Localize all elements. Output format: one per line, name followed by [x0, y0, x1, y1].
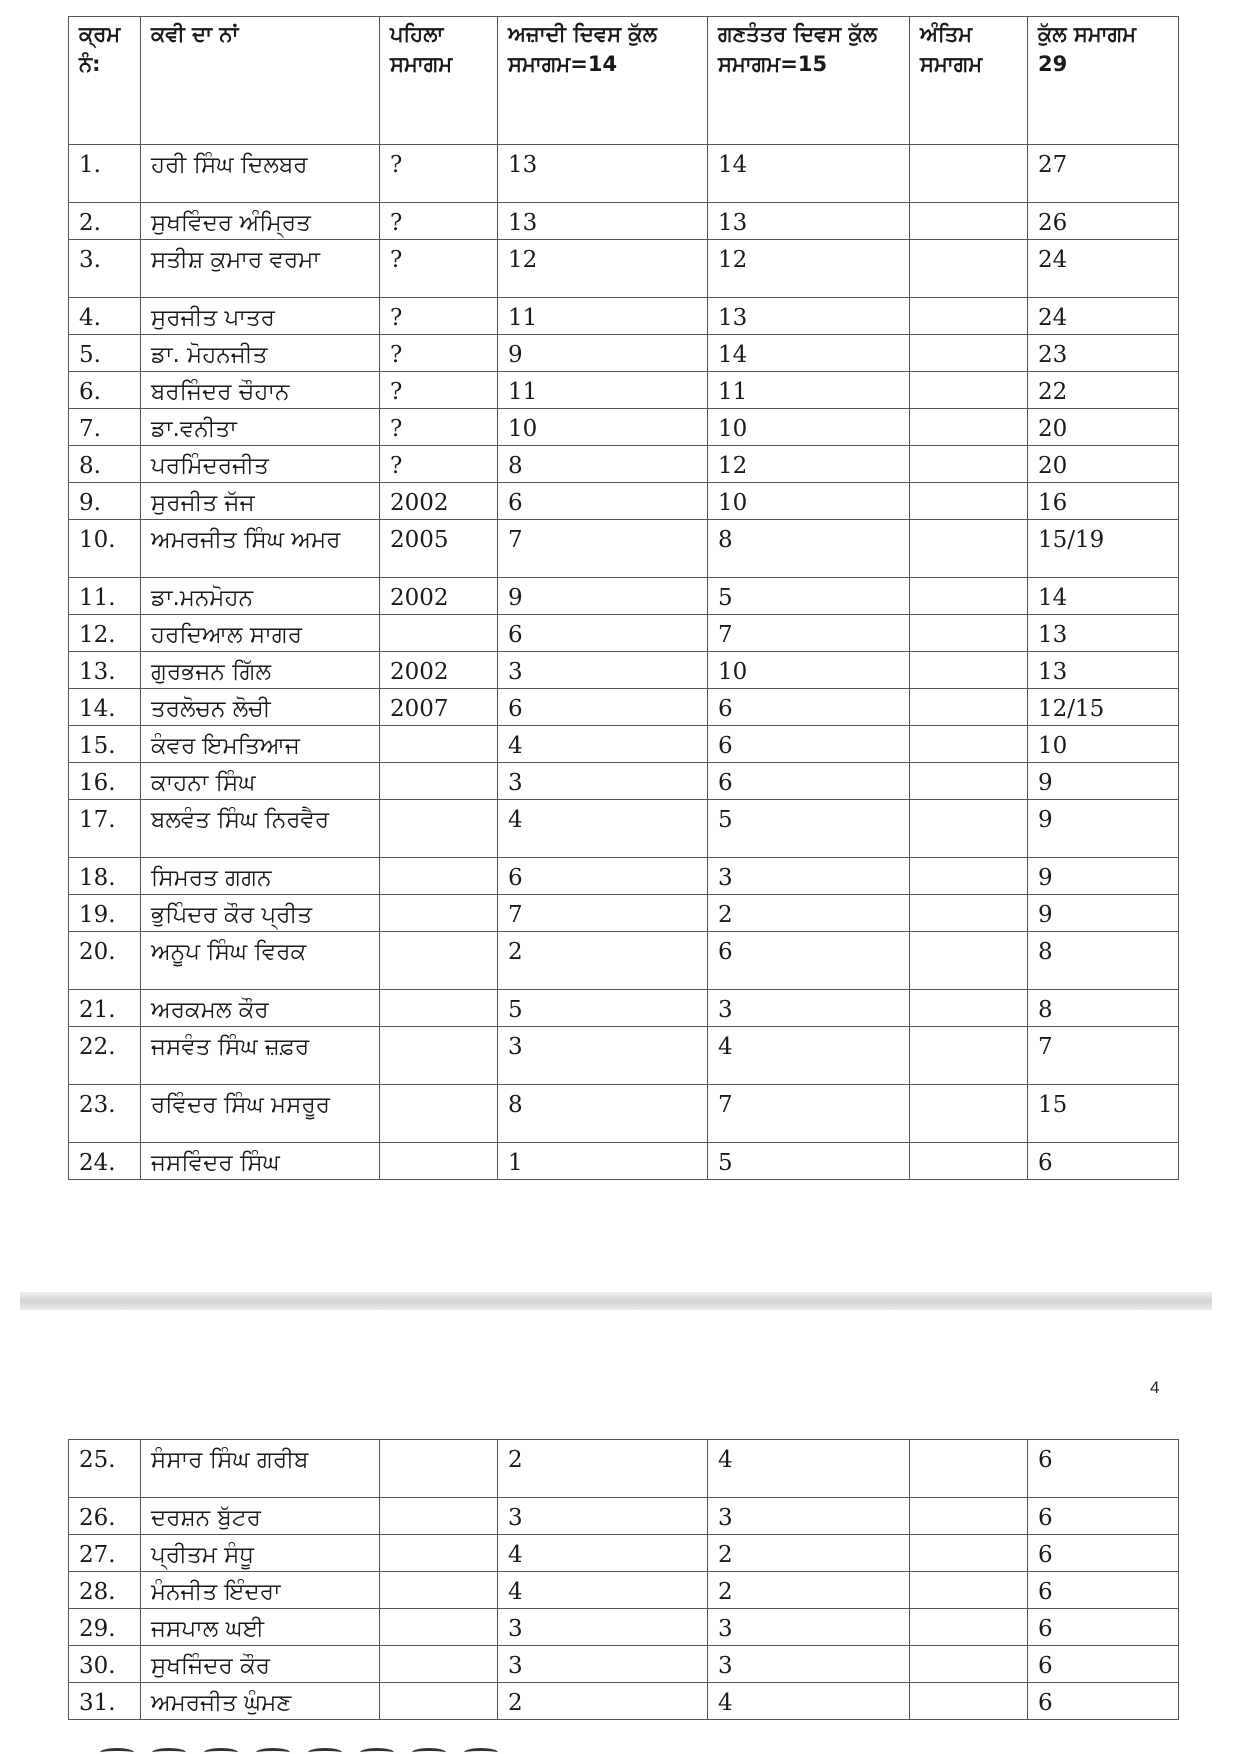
cell-republic-day: 2 — [708, 895, 910, 932]
table-row — [69, 372, 1179, 409]
cell-last-event — [910, 800, 1028, 858]
cell-poet-name: ਅਰਕਮਲ ਕੌਰ — [141, 990, 380, 1027]
cell-first-event — [380, 1498, 498, 1535]
cell-serial-no: 29. — [69, 1609, 141, 1646]
cell-serial-no: 23. — [69, 1085, 141, 1143]
table-row — [69, 726, 1179, 763]
table-row — [69, 446, 1179, 483]
cell-poet-name: ਜਸਵਿੰਦਰ ਸਿੰਘ — [141, 1143, 380, 1180]
cell-total-events: 6 — [1028, 1646, 1179, 1683]
cell-total-events: 9 — [1028, 895, 1179, 932]
table-row — [69, 1572, 1179, 1609]
table-row — [69, 1027, 1179, 1085]
cell-serial-no: 16. — [69, 763, 141, 800]
cell-poet-name: ਸੁਰਜੀਤ ਜੱਜ — [141, 483, 380, 520]
cell-serial-no: 2. — [69, 203, 141, 240]
cell-first-event: ? — [380, 203, 498, 240]
cell-republic-day: 6 — [708, 726, 910, 763]
cell-last-event — [910, 1085, 1028, 1143]
page-separator — [20, 1292, 1212, 1310]
cell-last-event — [910, 689, 1028, 726]
cell-last-event — [910, 1646, 1028, 1683]
cell-independence-day: 6 — [498, 858, 708, 895]
cell-last-event — [910, 335, 1028, 372]
cell-independence-day: 12 — [498, 240, 708, 298]
cell-republic-day: 3 — [708, 1646, 910, 1683]
cell-total-events: 26 — [1028, 203, 1179, 240]
cell-republic-day: 6 — [708, 763, 910, 800]
poets-table-page-1 — [68, 16, 1179, 1180]
cell-total-events: 9 — [1028, 858, 1179, 895]
cell-republic-day: 5 — [708, 578, 910, 615]
cell-first-event — [380, 1535, 498, 1572]
cell-first-event: ? — [380, 240, 498, 298]
cell-poet-name: ਸਿਮਰਤ ਗਗਨ — [141, 858, 380, 895]
cell-republic-day: 4 — [708, 1027, 910, 1085]
cell-first-event: 2007 — [380, 689, 498, 726]
cell-republic-day: 13 — [708, 298, 910, 335]
cell-last-event — [910, 1572, 1028, 1609]
poets-table-page-2 — [68, 1439, 1179, 1720]
table-row — [69, 1440, 1179, 1498]
cell-republic-day: 13 — [708, 203, 910, 240]
cell-serial-no: 9. — [69, 483, 141, 520]
cell-poet-name: ਅਮਰਜੀਤ ਸਿੰਘ ਅਮਰ — [141, 520, 380, 578]
cell-republic-day: 10 — [708, 652, 910, 689]
cell-republic-day: 3 — [708, 1498, 910, 1535]
cell-poet-name: ਪ੍ਰੀਤਮ ਸੰਧੂ — [141, 1535, 380, 1572]
cell-last-event — [910, 990, 1028, 1027]
cell-serial-no: 21. — [69, 990, 141, 1027]
cell-total-events: 13 — [1028, 615, 1179, 652]
table-row — [69, 1535, 1179, 1572]
cell-independence-day: 13 — [498, 203, 708, 240]
cell-total-events: 8 — [1028, 990, 1179, 1027]
table-row — [69, 932, 1179, 990]
table-row — [69, 990, 1179, 1027]
cell-republic-day: 3 — [708, 1609, 910, 1646]
cell-independence-day: 1 — [498, 1143, 708, 1180]
cell-serial-no: 13. — [69, 652, 141, 689]
cell-poet-name: ਸਤੀਸ਼ ਕੁਮਾਰ ਵਰਮਾ — [141, 240, 380, 298]
cell-first-event: ? — [380, 372, 498, 409]
table-row — [69, 689, 1179, 726]
cell-total-events: 8 — [1028, 932, 1179, 990]
cell-independence-day: 11 — [498, 372, 708, 409]
cell-serial-no: 17. — [69, 800, 141, 858]
cell-first-event — [380, 895, 498, 932]
cell-last-event — [910, 298, 1028, 335]
cell-serial-no: 6. — [69, 372, 141, 409]
cell-last-event — [910, 203, 1028, 240]
cell-serial-no: 5. — [69, 335, 141, 372]
cell-last-event — [910, 763, 1028, 800]
cell-independence-day: 8 — [498, 446, 708, 483]
cell-independence-day: 4 — [498, 800, 708, 858]
cell-poet-name: ਅਮਰਜੀਤ ਘੁੰਮਣ — [141, 1683, 380, 1720]
cell-independence-day: 7 — [498, 895, 708, 932]
table-row — [69, 578, 1179, 615]
cell-first-event — [380, 763, 498, 800]
header-total-events: ਕੁੱਲ ਸਮਾਗਮ 29 — [1028, 17, 1179, 145]
cell-total-events: 27 — [1028, 145, 1179, 203]
cell-independence-day: 3 — [498, 652, 708, 689]
cell-independence-day: 6 — [498, 483, 708, 520]
cell-total-events: 15 — [1028, 1085, 1179, 1143]
cell-serial-no: 19. — [69, 895, 141, 932]
cell-total-events: 24 — [1028, 298, 1179, 335]
cell-poet-name: ਕੰਵਰ ਇਮਤਿਆਜ — [141, 726, 380, 763]
cell-independence-day: 8 — [498, 1085, 708, 1143]
cell-total-events: 12/15 — [1028, 689, 1179, 726]
cell-last-event — [910, 1143, 1028, 1180]
cell-republic-day: 8 — [708, 520, 910, 578]
cell-poet-name: ਡਾ.ਵਨੀਤਾ — [141, 409, 380, 446]
cell-republic-day: 6 — [708, 932, 910, 990]
cell-last-event — [910, 895, 1028, 932]
cell-last-event — [910, 858, 1028, 895]
cell-first-event: 2005 — [380, 520, 498, 578]
cell-republic-day: 2 — [708, 1535, 910, 1572]
cell-last-event — [910, 1440, 1028, 1498]
table-header-row — [69, 17, 1179, 145]
cell-first-event — [380, 1572, 498, 1609]
table-row — [69, 1646, 1179, 1683]
cell-poet-name: ਗੁਰਭਜਨ ਗਿੱਲ — [141, 652, 380, 689]
cell-poet-name: ਭੁਪਿੰਦਰ ਕੌਰ ਪ੍ਰੀਤ — [141, 895, 380, 932]
table-row — [69, 409, 1179, 446]
cell-poet-name: ਜਸਵੰਤ ਸਿੰਘ ਜ਼ਫ਼ਰ — [141, 1027, 380, 1085]
cell-republic-day: 2 — [708, 1572, 910, 1609]
cell-first-event: 2002 — [380, 578, 498, 615]
cell-first-event — [380, 1085, 498, 1143]
cell-independence-day: 9 — [498, 578, 708, 615]
cell-first-event: ? — [380, 298, 498, 335]
cell-serial-no: 15. — [69, 726, 141, 763]
cell-total-events: 24 — [1028, 240, 1179, 298]
cell-serial-no: 25. — [69, 1440, 141, 1498]
cell-last-event — [910, 520, 1028, 578]
cell-last-event — [910, 240, 1028, 298]
cell-independence-day: 10 — [498, 409, 708, 446]
cell-independence-day: 6 — [498, 615, 708, 652]
table-row — [69, 800, 1179, 858]
cell-total-events: 14 — [1028, 578, 1179, 615]
cell-first-event: ? — [380, 335, 498, 372]
header-first-event: ਪਹਿਲਾ ਸਮਾਗਮ — [380, 17, 498, 145]
cell-independence-day: 3 — [498, 1609, 708, 1646]
cell-independence-day: 3 — [498, 1646, 708, 1683]
cell-poet-name: ਪਰਮਿੰਦਰਜੀਤ — [141, 446, 380, 483]
cell-republic-day: 10 — [708, 409, 910, 446]
table-row — [69, 240, 1179, 298]
cell-poet-name: ਹਰੀ ਸਿੰਘ ਦਿਲਬਰ — [141, 145, 380, 203]
table-row — [69, 335, 1179, 372]
cell-republic-day: 5 — [708, 800, 910, 858]
cell-total-events: 22 — [1028, 372, 1179, 409]
cell-last-event — [910, 409, 1028, 446]
cell-first-event — [380, 932, 498, 990]
cell-poet-name: ਜਸਪਾਲ ਘਈ — [141, 1609, 380, 1646]
cell-republic-day: 6 — [708, 689, 910, 726]
table-row — [69, 203, 1179, 240]
cell-serial-no: 14. — [69, 689, 141, 726]
cell-independence-day: 4 — [498, 726, 708, 763]
cell-independence-day: 3 — [498, 1498, 708, 1535]
cell-republic-day: 7 — [708, 1085, 910, 1143]
cell-serial-no: 22. — [69, 1027, 141, 1085]
cell-first-event — [380, 800, 498, 858]
cell-last-event — [910, 145, 1028, 203]
cell-serial-no: 11. — [69, 578, 141, 615]
cell-first-event: 2002 — [380, 483, 498, 520]
cell-last-event — [910, 1535, 1028, 1572]
cell-independence-day: 13 — [498, 145, 708, 203]
table-row — [69, 615, 1179, 652]
header-independence-day: ਅਜ਼ਾਦੀ ਦਿਵਸ ਕੁੱਲ ਸਮਾਗਮ=14 — [498, 17, 708, 145]
table-row — [69, 1609, 1179, 1646]
cell-total-events: 6 — [1028, 1609, 1179, 1646]
cell-republic-day: 7 — [708, 615, 910, 652]
cell-first-event — [380, 726, 498, 763]
cell-republic-day: 4 — [708, 1683, 910, 1720]
header-serial-no: ਕ੍ਰਮ ਨੰ: — [69, 17, 141, 145]
cell-serial-no: 30. — [69, 1646, 141, 1683]
cell-serial-no: 18. — [69, 858, 141, 895]
cell-poet-name: ਤਰਲੋਚਨ ਲੋਚੀ — [141, 689, 380, 726]
table-row — [69, 145, 1179, 203]
table-row — [69, 1143, 1179, 1180]
cell-total-events: 9 — [1028, 800, 1179, 858]
cell-last-event — [910, 372, 1028, 409]
cell-serial-no: 28. — [69, 1572, 141, 1609]
cell-first-event — [380, 1683, 498, 1720]
cell-first-event: ? — [380, 409, 498, 446]
cell-serial-no: 3. — [69, 240, 141, 298]
cell-last-event — [910, 1609, 1028, 1646]
cell-last-event — [910, 446, 1028, 483]
cell-independence-day: 4 — [498, 1535, 708, 1572]
cell-total-events: 7 — [1028, 1027, 1179, 1085]
table-row — [69, 652, 1179, 689]
cell-total-events: 6 — [1028, 1572, 1179, 1609]
cell-first-event — [380, 1027, 498, 1085]
cell-first-event: ? — [380, 446, 498, 483]
cell-total-events: 23 — [1028, 335, 1179, 372]
cell-first-event: 2002 — [380, 652, 498, 689]
cell-independence-day: 7 — [498, 520, 708, 578]
cell-republic-day: 11 — [708, 372, 910, 409]
cell-republic-day: 3 — [708, 990, 910, 1027]
cell-poet-name: ਰਵਿੰਦਰ ਸਿੰਘ ਮਸਰੂਰ — [141, 1085, 380, 1143]
table-row — [69, 483, 1179, 520]
cell-last-event — [910, 932, 1028, 990]
cell-poet-name: ਡਾ. ਮੋਹਨਜੀਤ — [141, 335, 380, 372]
cell-total-events: 10 — [1028, 726, 1179, 763]
header-poet-name: ਕਵੀ ਦਾ ਨਾਂ — [141, 17, 380, 145]
cell-total-events: 15/19 — [1028, 520, 1179, 578]
cell-total-events: 6 — [1028, 1535, 1179, 1572]
header-republic-day: ਗਣਤੰਤਰ ਦਿਵਸ ਕੁੱਲ ਸਮਾਗਮ=15 — [708, 17, 910, 145]
cell-serial-no: 24. — [69, 1143, 141, 1180]
cell-first-event — [380, 1440, 498, 1498]
cell-poet-name: ਸੁਖਵਿੰਦਰ ਅੰਮ੍ਰਿਤ — [141, 203, 380, 240]
cell-independence-day: 4 — [498, 1572, 708, 1609]
cell-independence-day: 9 — [498, 335, 708, 372]
cell-independence-day: 11 — [498, 298, 708, 335]
cell-independence-day: 5 — [498, 990, 708, 1027]
cell-total-events: 20 — [1028, 409, 1179, 446]
table-row — [69, 1498, 1179, 1535]
cell-last-event — [910, 1027, 1028, 1085]
table-row — [69, 858, 1179, 895]
cell-independence-day: 2 — [498, 1683, 708, 1720]
header-last-event: ਅੰਤਿਮ ਸਮਾਗਮ — [910, 17, 1028, 145]
cell-total-events: 6 — [1028, 1683, 1179, 1720]
cell-poet-name: ਬਰਜਿੰਦਰ ਚੌਹਾਨ — [141, 372, 380, 409]
cell-independence-day: 6 — [498, 689, 708, 726]
cell-republic-day: 12 — [708, 240, 910, 298]
cell-last-event — [910, 726, 1028, 763]
cell-first-event — [380, 858, 498, 895]
cell-republic-day: 5 — [708, 1143, 910, 1180]
cell-serial-no: 7. — [69, 409, 141, 446]
cell-first-event — [380, 1609, 498, 1646]
cell-republic-day: 10 — [708, 483, 910, 520]
cell-independence-day: 2 — [498, 932, 708, 990]
cell-poet-name: ਡਾ.ਮਨਮੋਹਨ — [141, 578, 380, 615]
page-number: 4 — [1150, 1378, 1160, 1397]
cell-total-events: 6 — [1028, 1498, 1179, 1535]
cell-poet-name: ਦਰਸ਼ਨ ਬੁੱਟਰ — [141, 1498, 380, 1535]
cell-poet-name: ਕਾਹਨਾ ਸਿੰਘ — [141, 763, 380, 800]
cell-first-event — [380, 990, 498, 1027]
cell-last-event — [910, 615, 1028, 652]
cell-total-events: 9 — [1028, 763, 1179, 800]
cell-poet-name: ਸੰਸਾਰ ਸਿੰਘ ਗਰੀਬ — [141, 1440, 380, 1498]
truncated-next-line — [100, 1738, 620, 1754]
table-row — [69, 895, 1179, 932]
cell-republic-day: 4 — [708, 1440, 910, 1498]
cell-serial-no: 12. — [69, 615, 141, 652]
cell-poet-name: ਬਲਵੰਤ ਸਿੰਘ ਨਿਰਵੈਰ — [141, 800, 380, 858]
cell-poet-name: ਅਨੂਪ ਸਿੰਘ ਵਿਰਕ — [141, 932, 380, 990]
cell-last-event — [910, 1683, 1028, 1720]
cell-serial-no: 8. — [69, 446, 141, 483]
cell-last-event — [910, 1498, 1028, 1535]
cell-independence-day: 3 — [498, 763, 708, 800]
cell-first-event — [380, 1646, 498, 1683]
cell-poet-name: ਸੁਰਜੀਤ ਪਾਤਰ — [141, 298, 380, 335]
cell-last-event — [910, 578, 1028, 615]
cell-first-event — [380, 1143, 498, 1180]
cell-poet-name: ਹਰਦਿਆਲ ਸਾਗਰ — [141, 615, 380, 652]
cell-total-events: 6 — [1028, 1440, 1179, 1498]
cell-total-events: 16 — [1028, 483, 1179, 520]
cell-independence-day: 3 — [498, 1027, 708, 1085]
cell-total-events: 20 — [1028, 446, 1179, 483]
cell-poet-name: ਮੰਨਜੀਤ ਇੰਦਰਾ — [141, 1572, 380, 1609]
cell-total-events: 6 — [1028, 1143, 1179, 1180]
cell-first-event: ? — [380, 145, 498, 203]
table-row — [69, 1085, 1179, 1143]
cell-serial-no: 10. — [69, 520, 141, 578]
cell-serial-no: 4. — [69, 298, 141, 335]
cell-poet-name: ਸੁਖਜਿੰਦਰ ਕੌਰ — [141, 1646, 380, 1683]
cell-serial-no: 20. — [69, 932, 141, 990]
table-row — [69, 763, 1179, 800]
cell-first-event — [380, 615, 498, 652]
cell-serial-no: 27. — [69, 1535, 141, 1572]
table-row — [69, 1683, 1179, 1720]
table-row — [69, 520, 1179, 578]
cell-last-event — [910, 483, 1028, 520]
cell-independence-day: 2 — [498, 1440, 708, 1498]
cell-serial-no: 31. — [69, 1683, 141, 1720]
cell-serial-no: 1. — [69, 145, 141, 203]
cell-serial-no: 26. — [69, 1498, 141, 1535]
table-row — [69, 298, 1179, 335]
cell-republic-day: 14 — [708, 335, 910, 372]
cell-total-events: 13 — [1028, 652, 1179, 689]
cell-republic-day: 14 — [708, 145, 910, 203]
cell-last-event — [910, 652, 1028, 689]
cell-republic-day: 12 — [708, 446, 910, 483]
cell-republic-day: 3 — [708, 858, 910, 895]
